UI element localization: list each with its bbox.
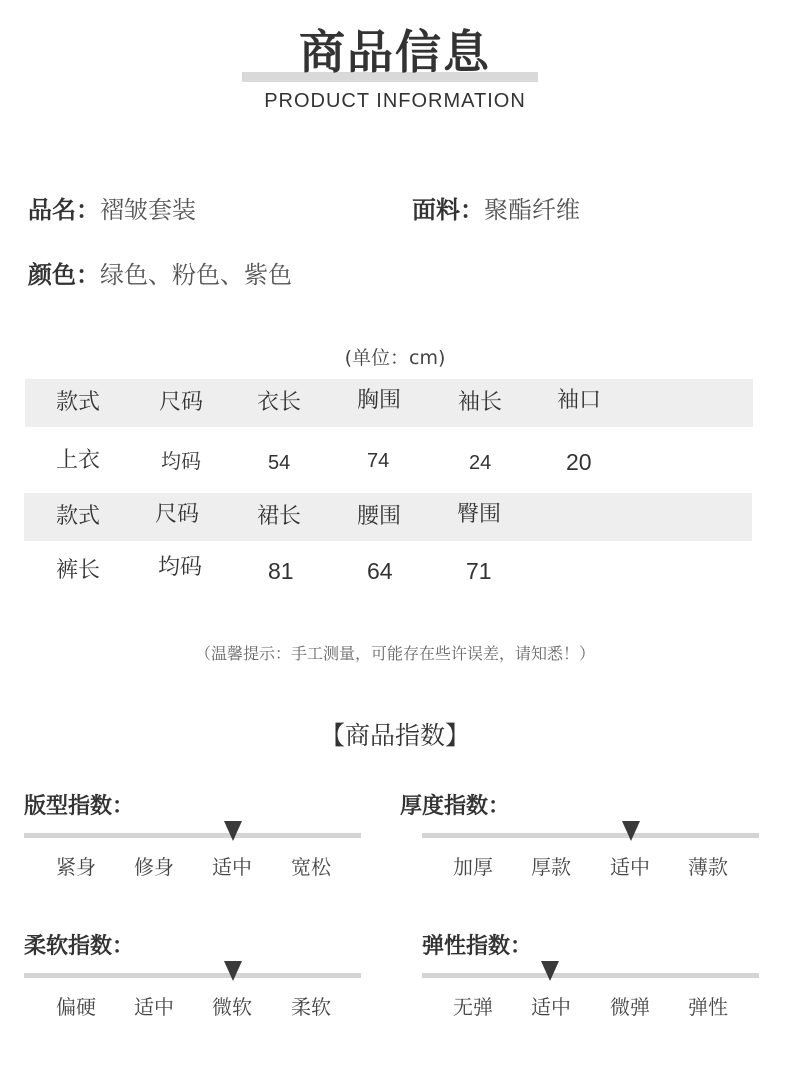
index-track xyxy=(24,833,361,838)
table-cell: 均码 xyxy=(161,449,201,473)
table-row xyxy=(25,547,753,595)
table-cell: 71 xyxy=(466,558,492,584)
table-cell: 24 xyxy=(469,452,492,474)
table-cell: 上衣 xyxy=(56,448,101,473)
table-cell: 74 xyxy=(367,450,390,472)
index-label: 修身 xyxy=(134,855,174,879)
product-name-value: 褶皱套装 xyxy=(100,196,196,224)
color-value: 绿色、粉色、紫色 xyxy=(100,261,292,289)
table-header-cell: 胸围 xyxy=(357,388,402,413)
index-marker-icon xyxy=(622,821,640,841)
index-title: 弹性指数： xyxy=(422,934,533,959)
table-header-cell: 款式 xyxy=(56,504,101,529)
table-row xyxy=(25,437,753,485)
fabric-value: 聚酯纤维 xyxy=(484,196,580,224)
index-label: 无弹 xyxy=(453,995,493,1019)
table-cell: 81 xyxy=(268,558,294,584)
index-label: 微弹 xyxy=(610,995,650,1019)
index-label: 厚款 xyxy=(531,855,571,879)
index-marker-icon xyxy=(224,821,242,841)
table-header-cell: 衣长 xyxy=(257,390,302,415)
table-header-row xyxy=(24,493,752,541)
section-title-product-index: 【商品指数】 xyxy=(319,721,470,750)
table-cell: 20 xyxy=(566,449,592,475)
table-header-cell: 尺码 xyxy=(159,390,204,415)
table-header-cell: 裙长 xyxy=(257,504,302,529)
measurement-tip: （温馨提示：手工测量，可能存在些许误差，请知悉！） xyxy=(194,644,595,663)
index-label: 弹性 xyxy=(688,995,728,1019)
table-header-cell: 腰围 xyxy=(357,504,402,529)
thickness-index xyxy=(400,789,762,889)
table-header-cell: 臀围 xyxy=(457,502,502,527)
index-label: 适中 xyxy=(134,995,174,1019)
index-label: 适中 xyxy=(610,855,650,879)
table-header-cell: 款式 xyxy=(56,390,101,415)
fabric-label: 面料： xyxy=(412,196,484,224)
index-title: 版型指数： xyxy=(24,794,135,819)
index-track xyxy=(24,973,361,978)
index-title: 厚度指数： xyxy=(400,794,511,819)
color-line xyxy=(28,259,292,291)
page-subtitle: PRODUCT INFORMATION xyxy=(264,90,526,112)
index-title: 柔软指数： xyxy=(24,934,135,959)
table-cell: 裤长 xyxy=(56,558,101,583)
page-header xyxy=(0,22,790,122)
index-track xyxy=(422,833,759,838)
fabric-line xyxy=(412,194,580,226)
table-cell: 54 xyxy=(268,452,291,474)
softness-index xyxy=(24,929,364,1029)
page-title: 商品信息 xyxy=(299,25,491,79)
fit-index xyxy=(24,789,364,889)
index-label: 适中 xyxy=(212,855,252,879)
index-label: 偏硬 xyxy=(56,995,96,1019)
index-label: 薄款 xyxy=(688,855,728,879)
index-label: 适中 xyxy=(531,995,571,1019)
index-label: 柔软 xyxy=(291,995,331,1019)
index-marker-icon xyxy=(224,961,242,981)
index-label: 宽松 xyxy=(291,855,331,879)
index-track xyxy=(422,973,759,978)
size-unit: (单位：cm) xyxy=(344,347,446,369)
table-header-cell: 尺码 xyxy=(155,502,200,527)
index-label: 微软 xyxy=(212,995,252,1019)
product-name-line xyxy=(28,194,196,226)
table-cell: 64 xyxy=(367,558,393,584)
index-label: 紧身 xyxy=(56,855,96,879)
color-label: 颜色： xyxy=(28,261,100,289)
table-header-cell: 袖长 xyxy=(458,390,503,415)
index-marker-icon xyxy=(541,961,559,981)
index-label: 加厚 xyxy=(453,855,493,879)
table-cell: 均码 xyxy=(158,555,203,580)
table-header-row xyxy=(25,379,753,427)
elasticity-index xyxy=(422,929,762,1029)
product-name-label: 品名： xyxy=(28,196,100,224)
table-header-cell: 袖口 xyxy=(557,388,602,413)
